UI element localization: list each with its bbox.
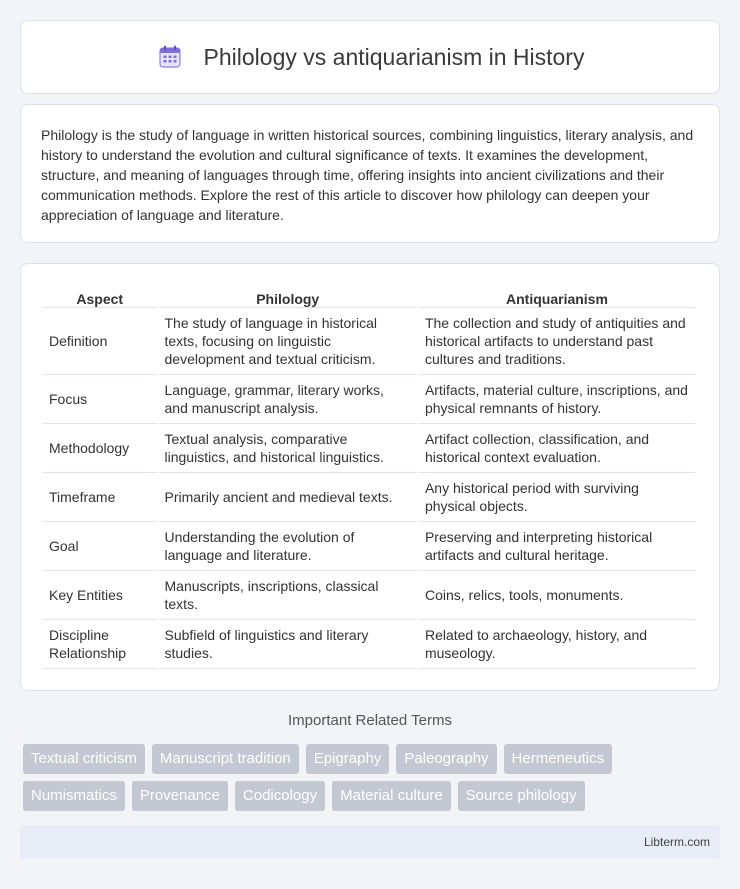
cell-antiquarianism: The collection and study of antiquities and historical artifacts to understand past cultures and traditions.: [419, 308, 695, 375]
table-row: [43, 375, 695, 424]
tag-numismatics[interactable]: Numismatics: [23, 781, 125, 811]
cell-antiquarianism: Related to archaeology, history, and museology.: [419, 620, 695, 669]
tag-row: [23, 781, 723, 811]
tag-provenance[interactable]: Provenance: [132, 781, 228, 811]
cell-antiquarianism: Coins, relics, tools, monuments.: [419, 571, 695, 620]
table-row: [43, 424, 695, 473]
tag-epigraphy[interactable]: Epigraphy: [306, 744, 390, 774]
table-header-row: [43, 286, 695, 308]
tag-manuscript-tradition[interactable]: Manuscript tradition: [152, 744, 299, 774]
cell-antiquarianism: Any historical period with surviving physical objects.: [419, 473, 695, 522]
intro-paragraph: Philology is the study of language in written historical sources, combining linguistics, literary analysis, and history to understand the evolution and cultural significance of texts. It examines the development, structure, and meaning of languages through time, offering insights into ancient civilizations and their communication methods. Explore the rest of this article to discover how philology can deepen your appreciation of language and literature.: [41, 127, 694, 223]
footer-site-link[interactable]: Libterm.com: [643, 835, 710, 849]
table-row: [43, 308, 695, 375]
intro-card: [20, 104, 720, 243]
header-philology: Philology: [159, 286, 417, 308]
cell-antiquarianism: Preserving and interpreting historical artifacts and cultural heritage.: [419, 522, 695, 571]
tag-textual-criticism[interactable]: Textual criticism: [23, 744, 145, 774]
comparison-table: [41, 286, 697, 669]
page-title: Philology vs antiquarianism in History: [203, 43, 585, 70]
tag-hermeneutics[interactable]: Hermeneutics: [504, 744, 613, 774]
calendar-icon: [156, 43, 184, 71]
tag-codicology[interactable]: Codicology: [235, 781, 325, 811]
cell-aspect: Methodology: [43, 424, 157, 473]
footer: [20, 825, 720, 859]
cell-antiquarianism: Artifacts, material culture, inscriptions, and physical remnants of history.: [419, 375, 695, 424]
cell-philology: Subfield of linguistics and literary studies.: [159, 620, 417, 669]
cell-aspect: Goal: [43, 522, 157, 571]
table-row: [43, 473, 695, 522]
cell-philology: Understanding the evolution of language and literature.: [159, 522, 417, 571]
title-card: [20, 20, 720, 94]
tag-source-philology[interactable]: Source philology: [458, 781, 585, 811]
cell-philology: Primarily ancient and medieval texts.: [159, 473, 417, 522]
table-row: [43, 620, 695, 669]
cell-aspect: Focus: [43, 375, 157, 424]
cell-antiquarianism: Artifact collection, classification, and historical context evaluation.: [419, 424, 695, 473]
table-row: [43, 522, 695, 571]
comparison-card: [20, 263, 720, 691]
cell-aspect: Timeframe: [43, 473, 157, 522]
tag-row: [23, 744, 723, 774]
tag-material-culture[interactable]: Material culture: [332, 781, 451, 811]
cell-aspect: Definition: [43, 308, 157, 375]
cell-aspect: Key Entities: [43, 571, 157, 620]
related-terms-title: Important Related Terms: [288, 712, 452, 729]
cell-philology: Manuscripts, inscriptions, classical texts.: [159, 571, 417, 620]
header-antiquarianism: Antiquarianism: [419, 286, 695, 308]
cell-philology: Textual analysis, comparative linguistics, and historical linguistics.: [159, 424, 417, 473]
header-aspect: Aspect: [43, 286, 157, 308]
cell-philology: Language, grammar, literary works, and manuscript analysis.: [159, 375, 417, 424]
table-row: [43, 571, 695, 620]
cell-philology: The study of language in historical texts, focusing on linguistic development and textual criticism.: [159, 308, 417, 375]
related-terms: [23, 744, 723, 818]
cell-aspect: Discipline Relationship: [43, 620, 157, 669]
tag-paleography[interactable]: Paleography: [396, 744, 496, 774]
